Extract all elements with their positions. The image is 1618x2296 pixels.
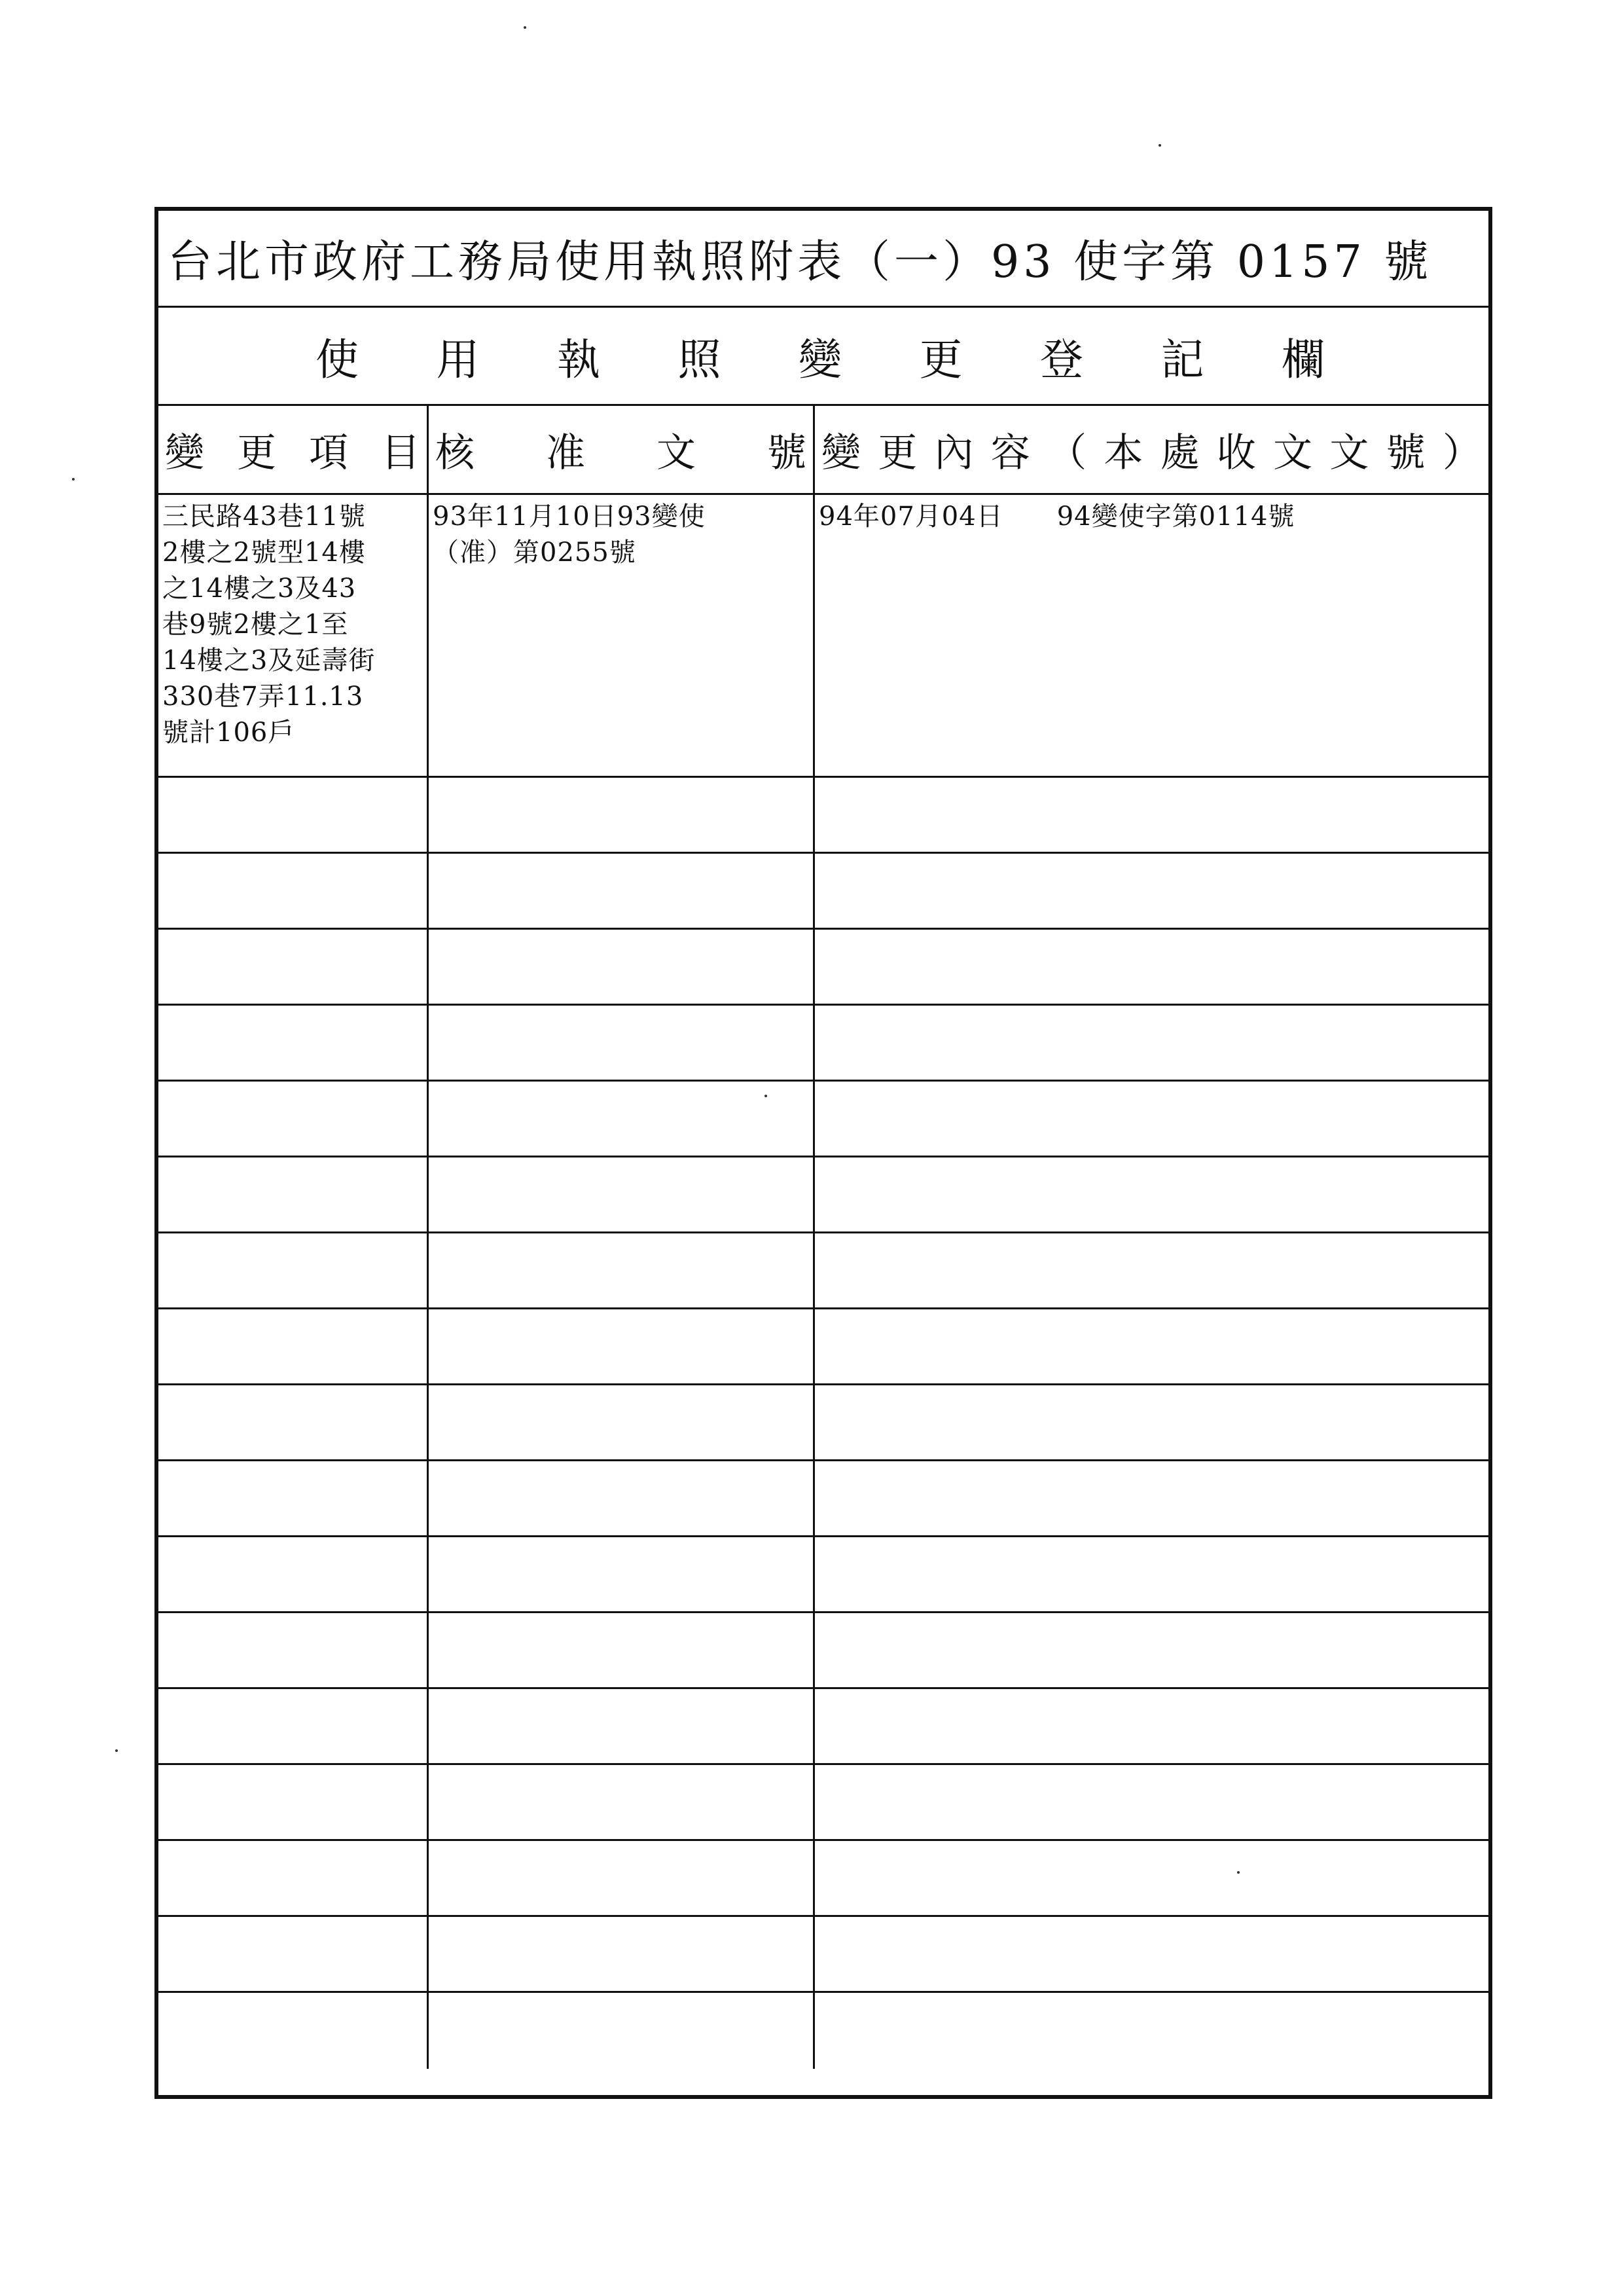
- scan-speck: [115, 1749, 118, 1752]
- header-change-item: [158, 406, 427, 493]
- empty-cell: [813, 1157, 1488, 1231]
- empty-cell: [158, 1461, 427, 1535]
- subtitle-char: 記: [1160, 335, 1204, 385]
- scan-speck: [1237, 1871, 1240, 1874]
- empty-cell: [427, 1537, 813, 1611]
- header-char: 號: [1386, 429, 1426, 476]
- header-change-content: [813, 406, 1488, 493]
- empty-cell: [427, 1841, 813, 1915]
- table-row-empty: [158, 1765, 1488, 1841]
- empty-cell: [813, 1006, 1488, 1080]
- header-char: 項: [309, 429, 348, 476]
- cell-change-content: 94年07月04日 94變使字第0114號: [813, 495, 1488, 776]
- empty-cell: [158, 1537, 427, 1611]
- header-approval-number: [427, 406, 813, 493]
- table-row-empty: [158, 778, 1488, 854]
- empty-cell: [427, 1993, 813, 2069]
- empty-cell: [427, 930, 813, 1004]
- cell-approval-number: 93年11月10日93變使 （准）第0255號: [427, 495, 813, 776]
- table-row-empty: [158, 1917, 1488, 1993]
- table-header: [158, 406, 1488, 495]
- table-row-empty: [158, 1233, 1488, 1309]
- empty-cell: [427, 1006, 813, 1080]
- subtitle-char: 變: [799, 335, 842, 385]
- scan-speck: [524, 26, 526, 29]
- header-char: 核: [435, 429, 475, 476]
- empty-cell: [158, 1006, 427, 1080]
- empty-cell: [158, 854, 427, 928]
- header-char: 准: [546, 429, 585, 476]
- header-char: 文: [1329, 429, 1369, 476]
- table-row-empty: [158, 930, 1488, 1006]
- empty-cell: [813, 854, 1488, 928]
- table-row-empty: [158, 1385, 1488, 1461]
- empty-cell: [158, 1993, 427, 2069]
- empty-cell: [427, 1689, 813, 1763]
- empty-cell: [427, 1157, 813, 1231]
- empty-cell: [158, 778, 427, 852]
- empty-cell: [158, 930, 427, 1004]
- header-char: ）: [1442, 429, 1482, 476]
- empty-cell: [427, 1461, 813, 1535]
- empty-cell: [158, 1082, 427, 1156]
- empty-cell: [427, 1765, 813, 1839]
- empty-cell: [813, 1993, 1488, 2069]
- empty-cell: [813, 1309, 1488, 1383]
- table-row-empty: [158, 1006, 1488, 1082]
- header-char: 收: [1216, 429, 1256, 476]
- subtitle-char: 使: [315, 335, 359, 385]
- table-row-empty: [158, 1993, 1488, 2069]
- empty-cell: [813, 1613, 1488, 1687]
- header-char: 更: [237, 429, 276, 476]
- empty-cell: [813, 1082, 1488, 1156]
- table-row-empty: [158, 1537, 1488, 1613]
- empty-cell: [158, 1233, 427, 1307]
- table-row-empty: [158, 1841, 1488, 1917]
- header-char: 文: [1273, 429, 1313, 476]
- table-row-empty: [158, 1157, 1488, 1233]
- subtitle-char: 登: [1040, 335, 1083, 385]
- empty-cell: [813, 1461, 1488, 1535]
- empty-cell: [158, 1613, 427, 1687]
- empty-cell: [158, 1385, 427, 1459]
- empty-cell: [813, 1841, 1488, 1915]
- scan-speck: [1159, 144, 1161, 147]
- empty-cell: [813, 1537, 1488, 1611]
- header-char: 變: [821, 429, 861, 476]
- scan-speck: [72, 478, 75, 481]
- empty-cell: [158, 1841, 427, 1915]
- cell-change-item: 三民路43巷11號 2樓之2號型14樓 之14樓之3及43 巷9號2樓之1至 14樓之3及延壽街 330巷7弄11.13 號計106戶: [162, 501, 376, 748]
- empty-cell: [158, 1765, 427, 1839]
- table-row: [158, 495, 1488, 778]
- subtitle-char: 欄: [1282, 335, 1325, 385]
- empty-cell: [427, 1082, 813, 1156]
- empty-cell: [813, 778, 1488, 852]
- empty-cell: [427, 854, 813, 928]
- header-char: 本: [1104, 429, 1143, 476]
- empty-cell: [813, 1765, 1488, 1839]
- subtitle-char: 照: [677, 335, 721, 385]
- empty-cell: [427, 1233, 813, 1307]
- form-title: 台北市政府工務局使用執照附表（一）93 使字第 0157 號: [158, 211, 1488, 308]
- table-row-empty: [158, 1689, 1488, 1765]
- header-char: （: [1047, 429, 1087, 476]
- empty-cell: [813, 1233, 1488, 1307]
- table-row-empty: [158, 854, 1488, 930]
- empty-cell: [427, 778, 813, 852]
- subtitle-char: 用: [436, 335, 480, 385]
- empty-cell: [813, 930, 1488, 1004]
- subtitle-char: 更: [919, 335, 963, 385]
- empty-cell: [427, 1385, 813, 1459]
- form-subtitle: [158, 308, 1488, 406]
- empty-cell: [158, 1157, 427, 1231]
- header-char: 目: [381, 429, 420, 476]
- table-row-empty: [158, 1461, 1488, 1537]
- header-char: 內: [934, 429, 974, 476]
- header-char: 處: [1160, 429, 1200, 476]
- table-row-empty: [158, 1309, 1488, 1385]
- empty-cell: [158, 1309, 427, 1383]
- header-char: 文: [656, 429, 696, 476]
- empty-cell: [158, 1689, 427, 1763]
- table-row-empty: [158, 1082, 1488, 1157]
- empty-cell: [158, 1917, 427, 1991]
- empty-cell: [813, 1689, 1488, 1763]
- header-char: 更: [878, 429, 918, 476]
- scan-speck: [764, 1095, 767, 1097]
- license-change-form: [154, 207, 1492, 2099]
- header-char: 變: [165, 429, 204, 476]
- header-char: 容: [990, 429, 1030, 476]
- header-char: 號: [767, 429, 806, 476]
- subtitle-char: 執: [557, 335, 600, 385]
- empty-cell: [813, 1917, 1488, 1991]
- table-row-empty: [158, 1613, 1488, 1689]
- empty-cell: [813, 1385, 1488, 1459]
- empty-cell: [427, 1917, 813, 1991]
- empty-cell: [427, 1613, 813, 1687]
- empty-cell: [427, 1309, 813, 1383]
